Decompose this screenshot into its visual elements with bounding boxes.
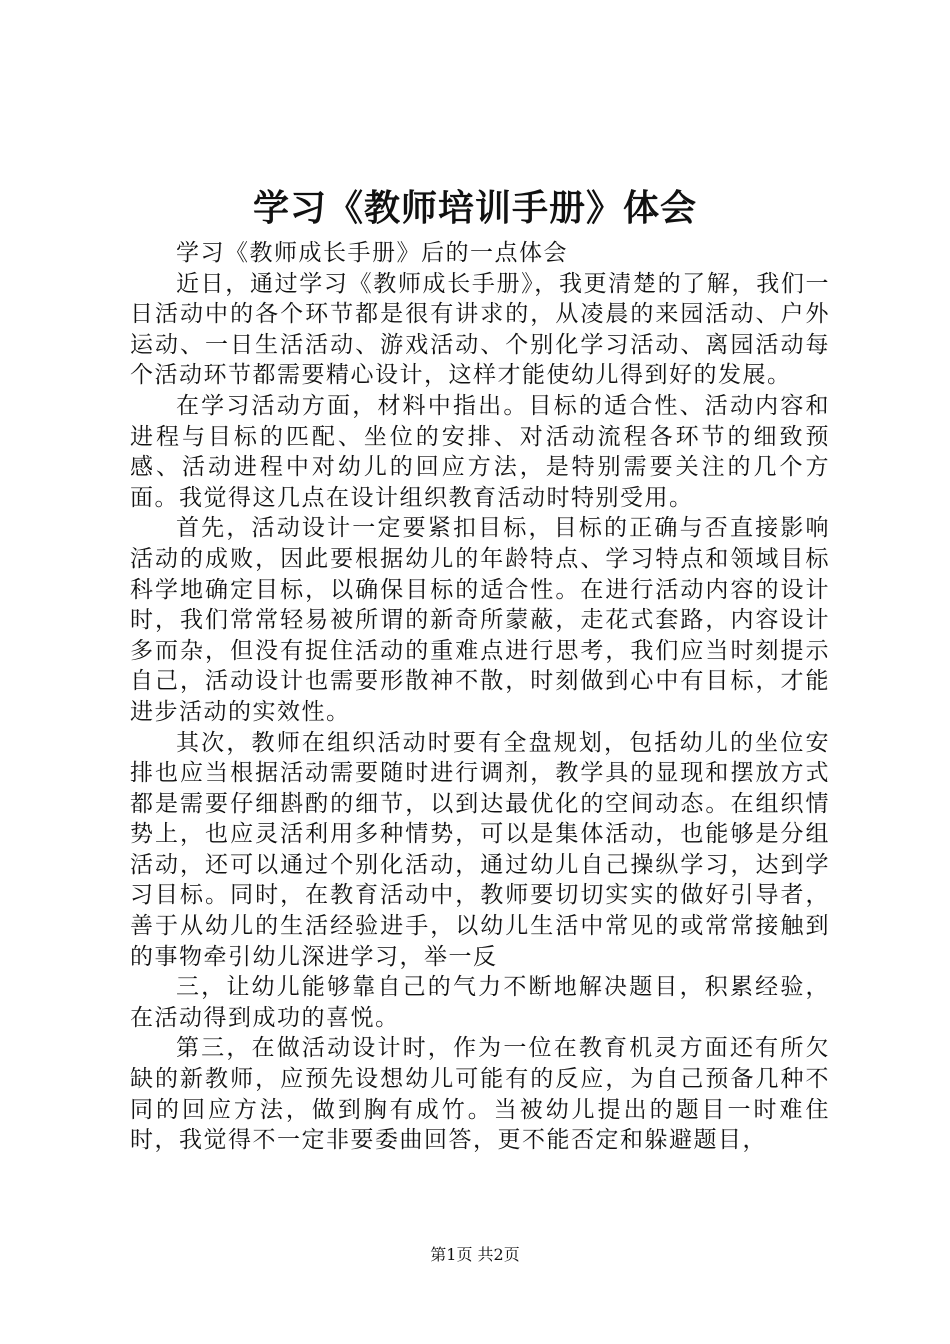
paragraph-learning-activities: 在学习活动方面，材料中指出。目标的适合性、活动内容和进程与目标的匹配、坐位的安排、对活动流程各环节的细致预感、活动进程中对幼儿的回应方法，是特别需要关注的几个方面。我觉得这几点在设计组织教育活动时特别受用。 [130, 392, 830, 511]
paragraph-third: 第三，在做活动设计时，作为一位在教育机灵方面还有所欠缺的新教师，应预先设想幼儿可能有的反应，为自己预备几种不同的回应方法，做到胸有成竹。当被幼儿提出的题目一时难住时，我觉得不一定非要委曲回答，更不能否定和躲避题目， [130, 1035, 830, 1154]
document-body [130, 238, 830, 1156]
paragraph-second: 其次，教师在组织活动时要有全盘规划，包括幼儿的坐位安排也应当根据活动需要随时进行调剂，教学具的显现和摆放方式都是需要仔细斟酌的细节，以到达最优化的空间动态。在组织情势上，也应灵活利用多种情势，可以是集体活动，也能够是分组活动，还可以通过个别化活动，通过幼儿自己操纵学习，达到学习目标。同时，在教育活动中，教师要切切实实的做好引导者，善于从幼儿的生活经验进手，以幼儿生活中常见的或常常接触到的事物牵引幼儿深进学习，举一反 [130, 729, 830, 970]
page-footer: 第1页 共2页 [430, 1245, 520, 1264]
document-title: 学习《教师培训手册》体会 [252, 187, 697, 229]
paragraph-subtitle: 学习《教师成长手册》后的一点体会 [176, 240, 568, 266]
paragraph-intro: 近日，通过学习《教师成长手册》，我更清楚的了解，我们一日活动中的各个环节都是很有讲求的，从凌晨的来园活动、户外运动、一日生活活动、游戏活动、个别化学习活动、离园活动每个活动环节都需要精心设计，这样才能使幼儿得到好的发展。 [130, 270, 830, 389]
paragraph-continuation: 三，让幼儿能够靠自己的气力不断地解决题目，积累经验，在活动得到成功的喜悦。 [130, 974, 830, 1031]
paragraph-first: 首先，活动设计一定要紧扣目标，目标的正确与否直接影响活动的成败，因此要根据幼儿的年龄特点、学习特点和领域目标科学地确定目标，以确保目标的适合性。在进行活动内容的设计时，我们常常轻易被所谓的新奇所蒙蔽，走花式套路，内容设计多而杂，但没有捉住活动的重难点进行思考，我们应当时刻提示自己，活动设计也需要形散神不散，时刻做到心中有目标，才能进步活动的实效性。 [130, 515, 830, 725]
